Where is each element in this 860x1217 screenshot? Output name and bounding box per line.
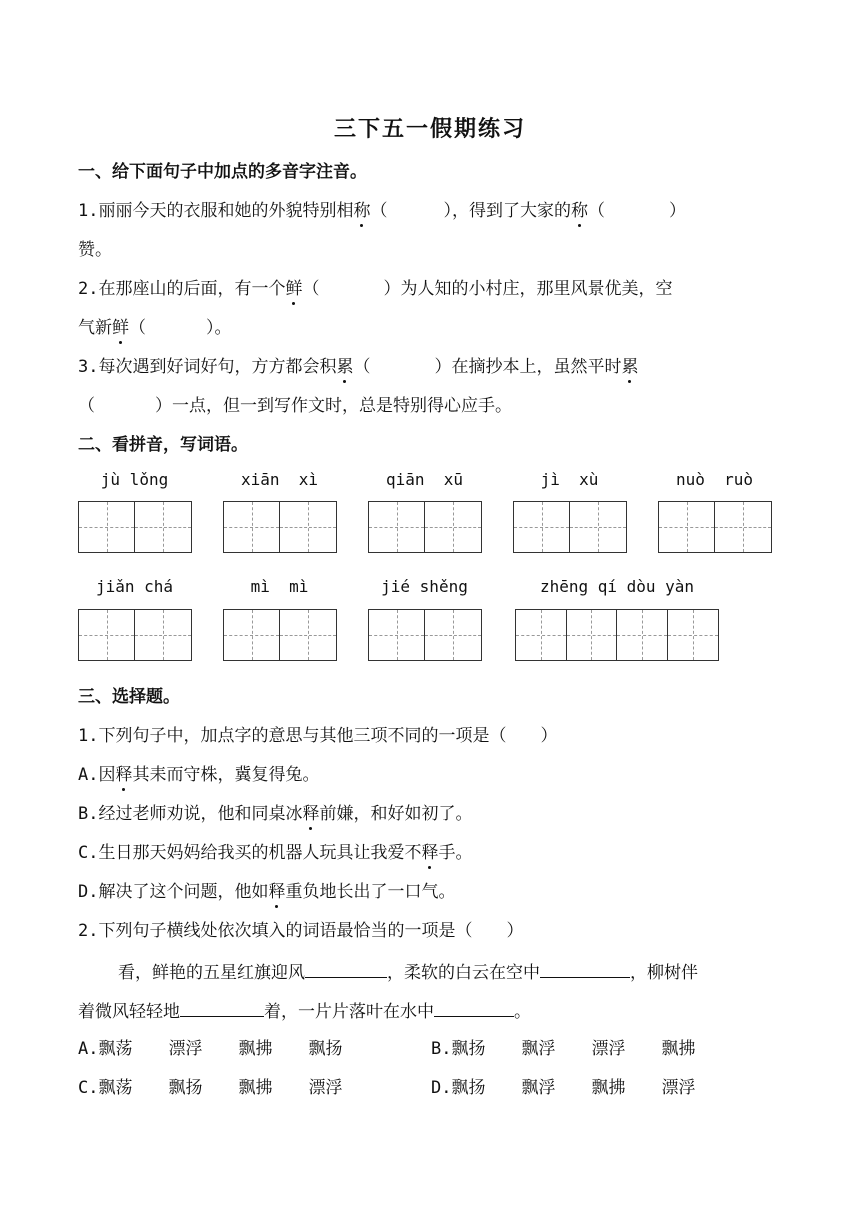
section1-q2-line2 [78,313,232,338]
section3-heading: 三、选择题。 [78,687,180,707]
writing-grid[interactable] [658,501,772,553]
dotted-char: 鲜 [285,279,303,299]
q3-text: 3.每次遇到好词好句，方方都会积 [78,357,337,377]
q1-text: ），得到了大家的 [443,201,571,221]
pinyin-label: zhēng qí dòu yàn [539,577,695,596]
passage-line2 [78,997,531,1022]
paren-open: （ [78,396,95,416]
option-word: 飘荡 [98,1078,133,1098]
choice-option-d[interactable] [431,1073,731,1098]
dotted-char: 释 [115,765,133,785]
pinyin-label: mì mì [250,577,309,596]
option-word: 飘浮 [521,1039,556,1059]
option-word: 漂浮 [591,1039,626,1059]
fill-blank[interactable] [540,959,630,978]
grid-cell[interactable] [617,610,668,660]
option-text: 前嫌，和好如初了。 [319,804,473,824]
option-word: 飘扬 [308,1039,343,1059]
option-word: 漂浮 [661,1078,696,1098]
section1-q1-line1 [78,196,686,221]
paren-open: （ [129,318,146,338]
section1-q3-line2 [78,391,512,416]
choice-q2-stem: 2.下列句子横线处依次填入的词语最恰当的一项是（ ） [78,921,524,941]
q2-text: ）为人知的小村庄，那里风景优美，空 [383,279,673,299]
pinyin-label: xiān xì [240,470,319,489]
option-text: 手。 [438,843,473,863]
dotted-char: 释 [302,804,320,824]
choice-option-a[interactable] [78,1034,378,1059]
section1-q2-line1 [78,274,672,299]
page-title: 三下五一假期练习 [333,117,526,142]
option-word: 漂浮 [308,1078,343,1098]
option-word: 飘拂 [591,1078,626,1098]
grid-cell[interactable] [516,610,567,660]
option-text: 其耒而守株，冀复得兔。 [132,765,320,785]
grid-cell[interactable] [224,610,280,660]
option-label: B. [431,1039,452,1059]
writing-grid[interactable] [223,501,337,553]
section1-q1-line2: 赞。 [78,240,112,260]
paren-close: ） [668,201,686,221]
section1-q3-line1 [78,352,638,377]
q2-text: 2.在那座山的后面，有一个 [78,279,286,299]
grid-cell[interactable] [280,502,336,552]
pinyin-label: jié shěng [381,577,468,596]
pinyin-label: jì xù [540,470,599,489]
writing-grid[interactable] [223,609,337,661]
option-word: 飘拂 [238,1078,273,1098]
choice-option-b[interactable] [431,1034,731,1059]
paren-open: （ [587,201,605,221]
q2-text: 气新 [78,318,112,338]
option-text: 重负地长出了一口气。 [285,882,456,902]
choice-option-a[interactable] [78,760,319,785]
fill-blank[interactable] [434,998,514,1017]
passage-line1 [118,958,698,983]
option-word: 飘拂 [661,1039,696,1059]
passage-text: 看，鲜艳的五星红旗迎风 [118,963,305,983]
pinyin-label: nuò ruò [675,470,754,489]
paren-open: （ [302,279,320,299]
writing-grid[interactable] [78,501,192,553]
option-word: 飘扬 [451,1039,486,1059]
fill-blank[interactable] [180,998,264,1017]
option-word: 飘扬 [451,1078,486,1098]
choice-option-c[interactable] [78,838,472,863]
writing-grid[interactable] [78,609,192,661]
grid-cell[interactable] [79,610,135,660]
passage-text: ，柔软的白云在空中 [387,963,540,983]
dotted-char: 累 [621,357,639,377]
choice-option-b[interactable] [78,799,472,824]
grid-cell[interactable] [715,502,771,552]
pinyin-label: qiān xū [385,470,464,489]
grid-cell[interactable] [135,610,191,660]
passage-text: 着微风轻轻地 [78,1002,180,1022]
dotted-char: 鲜 [112,318,129,338]
section1-heading: 一、给下面句子中加点的多音字注音。 [78,162,367,182]
option-word: 飘浮 [521,1078,556,1098]
passage-text: 着，一片片落叶在水中 [264,1002,434,1022]
option-text: C.生日那天妈妈给我买的机器人玩具让我爱不 [78,843,422,863]
grid-cell[interactable] [79,502,135,552]
grid-cell[interactable] [369,502,425,552]
writing-grid[interactable] [368,501,482,553]
option-label: C. [78,1078,99,1098]
grid-cell[interactable] [280,610,336,660]
option-word: 飘荡 [98,1039,133,1059]
grid-cell[interactable] [668,610,719,660]
paren-open: （ [370,201,388,221]
dotted-char: 释 [268,882,286,902]
writing-grid[interactable] [515,609,719,661]
option-word: 漂浮 [168,1039,203,1059]
option-label: A. [78,1039,99,1059]
grid-cell[interactable] [369,610,425,660]
q2-text: ）。 [206,318,232,338]
dotted-char: 称 [353,201,371,221]
pinyin-label: jiǎn chá [95,577,174,596]
choice-option-c[interactable] [78,1073,378,1098]
q3-text: ）在摘抄本上，虽然平时 [434,357,622,377]
option-text: A.因 [78,765,116,785]
grid-cell[interactable] [135,502,191,552]
pinyin-label: jù lǒng [100,470,169,489]
choice-q1-stem: 1.下列句子中，加点字的意思与其他三项不同的一项是（ ） [78,726,558,746]
grid-cell[interactable] [224,502,280,552]
q3-text: ）一点，但一到写作文时，总是特别得心应手。 [155,396,512,416]
fill-blank[interactable] [305,959,387,978]
option-word: 飘拂 [238,1039,273,1059]
choice-option-d[interactable] [78,877,455,902]
writing-grid[interactable] [368,609,482,661]
grid-cell[interactable] [425,610,481,660]
dotted-char: 称 [570,201,588,221]
passage-text: 。 [514,1002,531,1022]
dotted-char: 累 [336,357,354,377]
grid-cell[interactable] [659,502,715,552]
option-label: D. [431,1078,452,1098]
paren-open: （ [353,357,371,377]
grid-cell[interactable] [514,502,570,552]
option-text: B.经过老师劝说，他和同桌冰 [78,804,303,824]
passage-text: ，柳树伴 [630,963,698,983]
option-word: 飘扬 [168,1078,203,1098]
dotted-char: 释 [421,843,439,863]
q1-text: 1.丽丽今天的衣服和她的外貌特别相 [78,201,354,221]
section2-heading: 二、看拼音，写词语。 [78,435,248,455]
grid-cell[interactable] [567,610,618,660]
writing-grid[interactable] [513,501,627,553]
option-text: D.解决了这个问题，他如 [78,882,269,902]
grid-cell[interactable] [425,502,481,552]
grid-cell[interactable] [570,502,626,552]
